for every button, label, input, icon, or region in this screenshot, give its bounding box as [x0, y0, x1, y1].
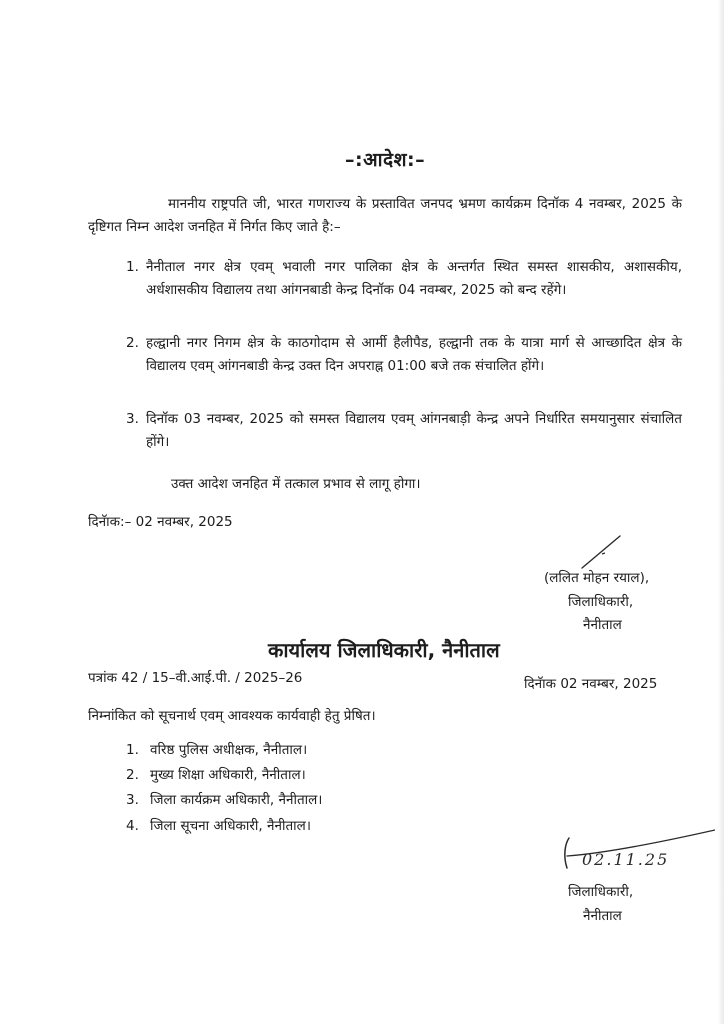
recipient-item: मुख्य शिक्षा अधिकारी, नैनीताल। [150, 767, 306, 783]
order-heading: –:आदेश:– [345, 149, 426, 171]
order-item-number: 2. [126, 335, 139, 351]
recipient-item: जिला सूचना अधिकारी, नैनीताल। [150, 818, 311, 834]
order-item-text: नैनीताल नगर क्षेत्र एवम् भवाली नगर पालिका क्षेत्र के अन्तर्गत स्थित समस्त शासकीय, अशासकीय, अर्धशासकीय विद्यालय तथा आंगनबाडी केन्द्र दिनॉक 04 नवम्बर, 2025 को बन्द रहेंगे। [146, 259, 682, 298]
letter-date: दिनॅाक 02 नवम्बर, 2025 [524, 676, 658, 692]
order-date: दिनॅाक:– 02 नवम्बर, 2025 [88, 514, 233, 530]
order-intro: माननीय राष्ट्रपति जी, भारत गणराज्य के प्रस्तावित जनपद भ्रमण कार्यक्रम दिनॉक 4 नवम्बर, 2025 के दृष्टिगत निम्न आदेश जनहित में निर्गत किए जाते है:– [88, 196, 682, 235]
letter-number: पत्रांक 42 / 15–वी.आई.पी. / 2025–26 [88, 670, 303, 686]
order-item-number: 1. [126, 259, 139, 275]
forward-text: निम्नांकित को सूचनार्थ एवम् आवश्यक कार्यवाही हेतु प्रेषित। [88, 708, 376, 724]
page-edge-shadow [718, 0, 724, 1024]
recipient-number: 3. [126, 792, 139, 808]
recipient-item: जिला कार्यक्रम अधिकारी, नैनीताल। [150, 792, 323, 808]
order-item-number: 3. [126, 411, 139, 427]
order-item-text: दिनॉक 03 नवम्बर, 2025 को समस्त विद्यालय एवम् आंगनबाड़ी केन्द्र अपने निर्धारित समयानुसार संचालित होंगे। [146, 411, 682, 450]
office-title: कार्यालय जिलाधिकारी, नैनीताल [268, 638, 500, 662]
order-item-text: हल्द्वानी नगर निगम क्षेत्र के काठगोदाम से आर्मी हैलीपैड, हल्द्वानी तक के यात्रा मार्ग से आच्छादित क्षेत्र के विद्यालय एवम् आंगनबाडी केन्द्र उक्त दिन अपराह्न 01:00 बजे तक संचालित होंगे। [146, 335, 682, 374]
signatory-designation: जिलाधिकारी, [568, 884, 634, 900]
signatory-name: (ललित मोहन रयाल), [544, 570, 650, 586]
recipient-number: 4. [126, 818, 139, 834]
order-effect-line: उक्त आदेश जनहित में तत्काल प्रभाव से लागू होगा। [171, 476, 421, 492]
handwritten-date: 02.11.25 [582, 850, 670, 869]
recipient-number: 1. [126, 742, 139, 758]
signatory-place: नैनीताल [583, 617, 622, 633]
recipient-number: 2. [126, 767, 139, 783]
signatory-place: नैनीताल [583, 908, 622, 924]
recipient-item: वरिष्ठ पुलिस अधीक्षक, नैनीताल। [150, 742, 308, 758]
signatory-designation: जिलाधिकारी, [568, 594, 634, 610]
signature-stroke [576, 532, 626, 572]
